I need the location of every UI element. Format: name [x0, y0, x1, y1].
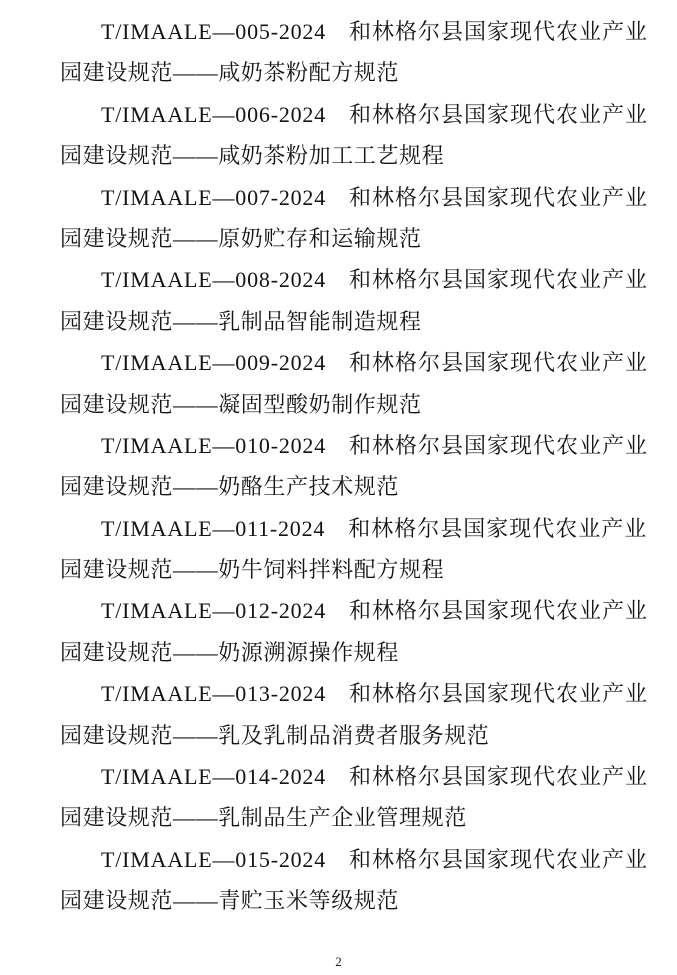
standard-entry-line1 — [60, 11, 649, 52]
standard-entry — [60, 673, 649, 756]
standard-title-line1: 和林格尔县国家现代农业产业 — [349, 19, 649, 44]
standard-code: T/IMAALE—015-2024 — [101, 846, 327, 872]
standard-entry — [60, 94, 649, 177]
standard-code: T/IMAALE—007-2024 — [101, 184, 327, 210]
standard-entry — [60, 508, 648, 591]
standard-entry — [60, 590, 649, 673]
standard-entry — [60, 756, 649, 839]
standard-title-line2: 园建设规范——乳制品生产企业管理规范 — [60, 805, 467, 831]
standard-title-line1: 和林格尔县国家现代农业产业 — [349, 598, 649, 624]
standard-title-line1: 和林格尔县国家现代农业产业 — [349, 846, 649, 872]
standard-code: T/IMAALE—010-2024 — [101, 432, 327, 458]
standard-entry-line1 — [60, 177, 649, 218]
standard-title-line2: 园建设规范——原奶贮存和运输规范 — [60, 225, 422, 251]
standard-code: T/IMAALE—014-2024 — [101, 764, 327, 790]
standard-title-line1: 和林格尔县国家现代农业产业 — [349, 101, 649, 127]
standard-entry — [60, 839, 649, 922]
standard-entry-line1 — [60, 756, 649, 797]
standard-entry-line1 — [60, 259, 649, 300]
standard-entry — [60, 342, 649, 425]
standard-code: T/IMAALE—013-2024 — [101, 681, 327, 707]
standard-entry-line1 — [60, 508, 648, 549]
standard-entry-line1 — [60, 590, 649, 631]
standard-entry-line1 — [60, 342, 649, 383]
page-number: 2 — [335, 954, 342, 969]
standard-title-line2: 园建设规范——咸奶茶粉配方规范 — [60, 60, 400, 86]
standard-title-line1: 和林格尔县国家现代农业产业 — [349, 184, 649, 210]
standard-entry — [60, 11, 649, 94]
standard-title-line2: 园建设规范——奶源溯源操作规程 — [60, 639, 400, 665]
standard-title-line1: 和林格尔县国家现代农业产业 — [349, 350, 649, 376]
standard-entry-line1 — [60, 425, 649, 466]
standard-code: T/IMAALE—005-2024 — [101, 19, 327, 44]
standard-title-line1: 和林格尔县国家现代农业产业 — [349, 681, 649, 707]
standard-code: T/IMAALE—006-2024 — [101, 101, 327, 127]
standard-entry-line1 — [60, 673, 649, 714]
standard-code: T/IMAALE—011-2024 — [101, 515, 326, 541]
standard-title-line2: 园建设规范——乳制品智能制造规程 — [60, 308, 422, 334]
standard-title-line1: 和林格尔县国家现代农业产业 — [349, 764, 649, 790]
standard-entry — [60, 259, 649, 342]
standard-entry-line1 — [60, 839, 649, 880]
standard-title-line2: 园建设规范——乳及乳制品消费者服务规范 — [60, 722, 490, 748]
standard-entry-line1 — [60, 94, 649, 135]
standard-title-line2: 园建设规范——凝固型酸奶制作规范 — [60, 391, 422, 417]
standard-title-line1: 和林格尔县国家现代农业产业 — [349, 432, 649, 458]
standard-code: T/IMAALE—009-2024 — [101, 350, 327, 376]
standard-title-line2: 园建设规范——奶酪生产技术规范 — [60, 474, 400, 500]
standard-title-line1: 和林格尔县国家现代农业产业 — [348, 515, 648, 541]
page-footer — [0, 955, 677, 969]
standard-title-line2: 园建设规范——咸奶茶粉加工工艺规程 — [60, 143, 445, 169]
standard-entry — [60, 425, 649, 508]
standard-entry — [60, 177, 649, 260]
standard-title-line2: 园建设规范——青贮玉米等级规范 — [60, 888, 400, 914]
standard-title-line1: 和林格尔县国家现代农业产业 — [349, 267, 649, 293]
standard-code: T/IMAALE—012-2024 — [101, 598, 327, 624]
standard-title-line2: 园建设规范——奶牛饲料拌料配方规程 — [60, 557, 445, 583]
standard-code: T/IMAALE—008-2024 — [101, 267, 327, 293]
